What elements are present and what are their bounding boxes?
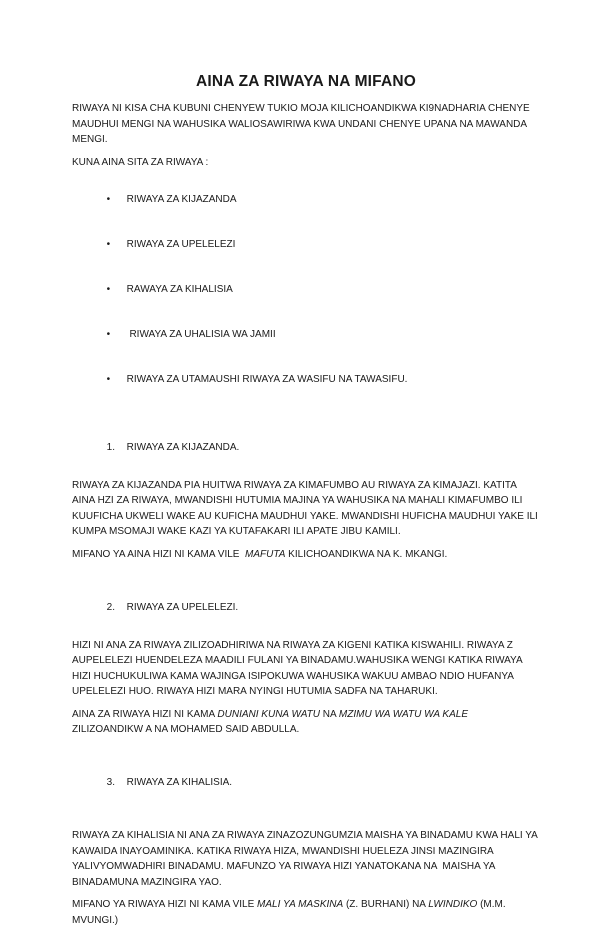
section-kijazanda — [72, 424, 540, 562]
section-body-paragraph: RIWAYA ZA KIHALISIA NI ANA ZA RIWAYA ZINAZOZUNGUMZIA MAISHA YA BINADAMU KWA HALI YA KAWAIDA INAYOAMINIKA. KATIKA RIWAYA HIZA, MWANDISHI HUELEZA JINSI MAZINGIRA YALIVYOMWADHIRI BINADAMU. MAFUNZO YA RIWAYA HIZI YANATOKANA NA MAISHA YA BINADAMUNA MAZINGIRA YAO. — [72, 828, 540, 890]
list-item — [90, 267, 540, 312]
list-item — [90, 222, 540, 267]
bullet-icon: • — [107, 192, 127, 207]
example-paragraph — [72, 547, 540, 563]
example-prefix: MIFANO YA RIWAYA HIZI NI KAMA VILE — [72, 899, 257, 910]
section-kihalisia — [72, 760, 540, 928]
bullet-icon: • — [107, 237, 127, 252]
list-item — [90, 177, 540, 222]
section-number: 3. — [107, 775, 127, 791]
section-heading — [72, 584, 540, 631]
novel-type-label: RIWAYA ZA UPELELEZI — [127, 239, 236, 250]
section-heading-label: RIWAYA ZA KIHALISIA. — [127, 777, 232, 788]
bullet-icon: • — [107, 372, 127, 387]
example-suffix: (M.M. MVUNGI.) — [72, 899, 508, 926]
section-heading-label: RIWAYA ZA KIJAZANDA. — [127, 442, 240, 453]
novel-types-list — [72, 177, 540, 402]
section-body-paragraph: HIZI NI ANA ZA RIWAYA ZILIZOADHIRIWA NA RIWAYA ZA KIGENI KATIKA KISWAHILI. RIWAYA Z AUPELELEZI HUENDELEZA MAADILI FULANI YA BINADAMU.WAHUSIKA WENGI KATIKA RIWAYA HIZI HUCHUKULIWA KAMA WAJINGA ISIPOKUWA WAHUSIKA WAKUU AMBAO NDIO HUFANYA UPELELEZI HUO. RIWAYA HIZI MARA NYINGI HUTUMIA SADFA NA TAHARUKI. — [72, 638, 540, 700]
example-suffix: ZILIZOANDIKW A NA MOHAMED SAID ABDULLA. — [72, 709, 471, 736]
book-title: LWINDIKO — [428, 899, 477, 910]
list-item — [90, 357, 540, 402]
section-heading — [72, 424, 540, 471]
bullet-icon: • — [107, 327, 127, 342]
example-mid: (Z. BURHANI) NA — [343, 899, 428, 910]
book-title: MZIMU WA WATU WA KALE — [339, 709, 468, 720]
list-item — [90, 312, 540, 357]
section-heading — [72, 760, 540, 807]
section-heading-label: RIWAYA ZA UPELELEZI. — [127, 602, 239, 613]
list-intro-line: KUNA AINA SITA ZA RIWAYA : — [72, 155, 540, 171]
section-number: 1. — [107, 440, 127, 456]
example-mid: NA — [320, 709, 339, 720]
section-upelelezi — [72, 584, 540, 738]
example-prefix: AINA ZA RIWAYA HIZI NI KAMA — [72, 709, 217, 720]
novel-type-label: RAWAYA ZA KIHALISIA — [127, 284, 233, 295]
example-suffix: KILICHOANDIKWA NA K. MKANGI. — [285, 549, 447, 560]
example-prefix: MIFANO YA AINA HIZI NI KAMA VILE — [72, 549, 245, 560]
novel-type-label: RIWAYA ZA KIJAZANDA — [127, 194, 237, 205]
section-number: 2. — [107, 600, 127, 616]
bullet-icon: • — [107, 282, 127, 297]
novel-type-label: RIWAYA ZA UHALISIA WA JAMII — [127, 329, 276, 340]
example-paragraph — [72, 897, 540, 928]
section-body-paragraph: RIWAYA ZA KIJAZANDA PIA HUITWA RIWAYA ZA KIMAFUMBO AU RIWAYA ZA KIMAJAZI. KATITA AINA HZI ZA RIWAYA, MWANDISHI HUTUMIA MAJINA YA WAHUSIKA NA MAHALI KIMAFUMBO ILI KUUFICHA UKWELI WAKE AU KUFICHA MAUDHUI YAKE. MWANDISHI HUFICHA MAUDHUI YAKE ILI KUMPA MSOMAJI WAKE KAZI YA KUTAFAKARI ILI APATE JIBU KAMILI. — [72, 478, 540, 540]
intro-paragraph: RIWAYA NI KISA CHA KUBUNI CHENYEW TUKIO MOJA KILICHOANDIKWA KI9NADHARIA CHENYE MAUDHUI MENGI NA WAHUSIKA WALIOSAWIRIWA KWA UNDANI CHENYE UPANA NA MAWANDA MENGI. — [72, 101, 540, 148]
book-title: MAFUTA — [245, 549, 285, 560]
book-title: MALI YA MASKINA — [257, 899, 343, 910]
novel-type-label: RIWAYA ZA UTAMAUSHI RIWAYA ZA WASIFU NA TAWASIFU. — [127, 374, 408, 385]
example-paragraph — [72, 707, 540, 738]
book-title: DUNIANI KUNA WATU — [217, 709, 320, 720]
doc-title: AINA ZA RIWAYA NA MIFANO — [72, 71, 540, 92]
